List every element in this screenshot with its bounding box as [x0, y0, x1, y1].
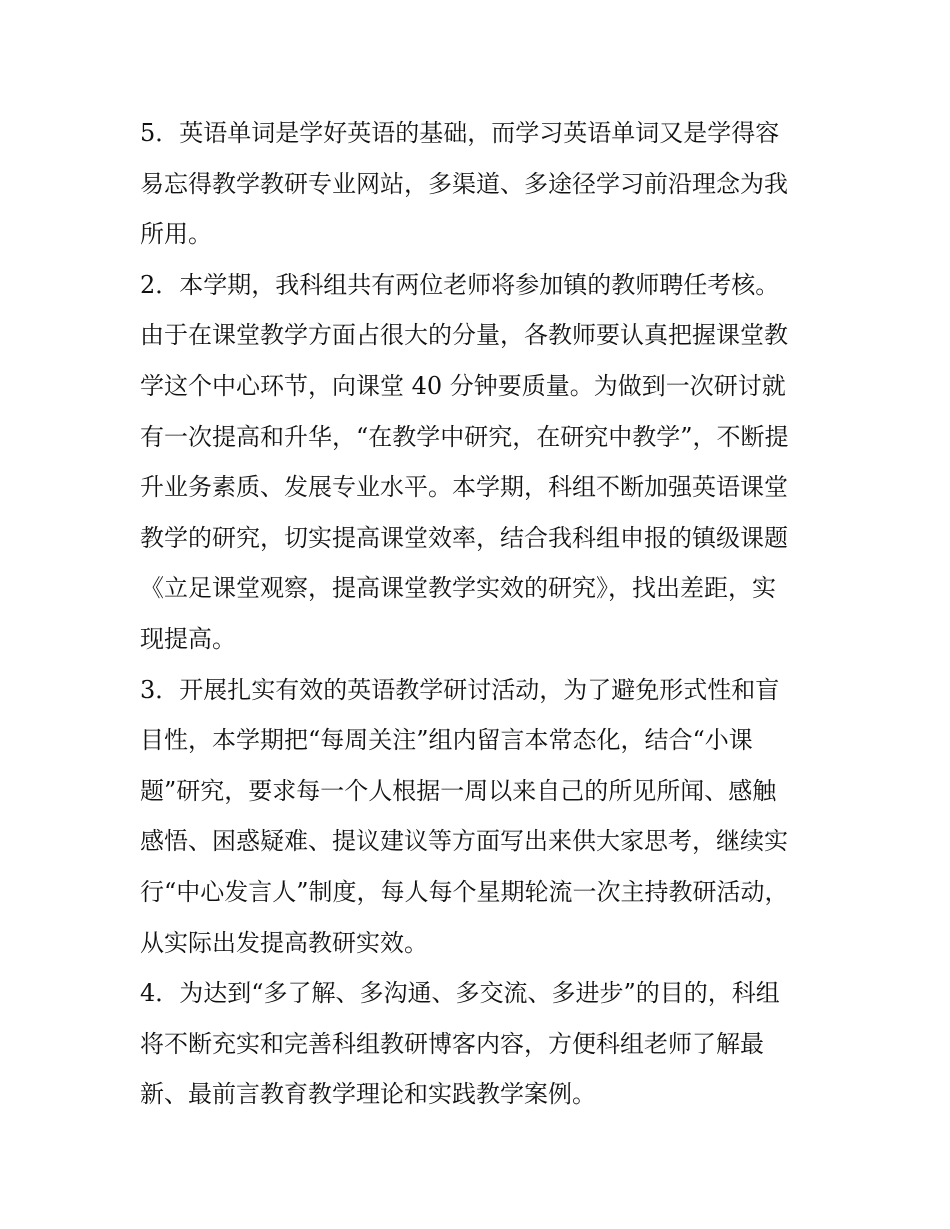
document-body	[140, 108, 820, 1120]
text-line: 目性，本学期把“每周关注”组内留言本常态化，结合“小课	[140, 726, 753, 755]
text-line: 教学的研究，切实提高课堂效率，结合我科组申报的镇级课题	[140, 523, 788, 552]
text-line: 由于在课堂教学方面占很大的分量，各教师要认真把握课堂教	[140, 321, 788, 350]
text-line: 升业务素质、发展专业水平。本学期，科组不断加强英语课堂	[140, 473, 788, 502]
text-line: 将不断充实和完善科组教研博客内容，方便科组老师了解最	[140, 1029, 764, 1058]
text-line: 学这个中心环节，向课堂 40 分钟要质量。为做到一次研讨就	[140, 371, 786, 400]
paragraph-item-3	[140, 665, 820, 969]
text-line: 从实际出发提高教研实效。	[140, 928, 428, 957]
text-line: 易忘得教学教研专业网站，多渠道、多途径学习前沿理念为我	[140, 169, 788, 198]
paragraph-item-5	[140, 108, 820, 260]
paragraph-item-4	[140, 968, 820, 1120]
text-line: 感悟、困惑疑难、提议建议等方面写出来供大家思考，继续实	[140, 827, 788, 856]
text-line: 新、最前言教育教学理论和实践教学案例。	[140, 1080, 596, 1109]
text-line: 2．本学期，我科组共有两位老师将参加镇的教师聘任考核。	[140, 270, 780, 299]
text-line: 行“中心发言人”制度，每人每个星期轮流一次主持教研活动，	[140, 877, 789, 906]
text-line: 有一次提高和升华，“在教学中研究，在研究中教学”，不断提	[140, 422, 789, 451]
text-line: 《立足课堂观察，提高课堂教学实效的研究》，找出差距，实	[140, 574, 776, 603]
text-line: 3．开展扎实有效的英语教学研讨活动，为了避免形式性和盲	[140, 675, 780, 704]
text-line: 现提高。	[140, 624, 236, 653]
text-line: 5．英语单词是学好英语的基础，而学习英语单词又是学得容	[140, 119, 780, 147]
paragraph-item-2	[140, 260, 820, 665]
text-line: 所用。	[140, 220, 212, 249]
text-line: 4．为达到“多了解、多沟通、多交流、多进步”的目的，科组	[140, 979, 780, 1008]
text-line: 题”研究，要求每一个人根据一周以来自己的所见所闻、感触	[140, 776, 777, 805]
